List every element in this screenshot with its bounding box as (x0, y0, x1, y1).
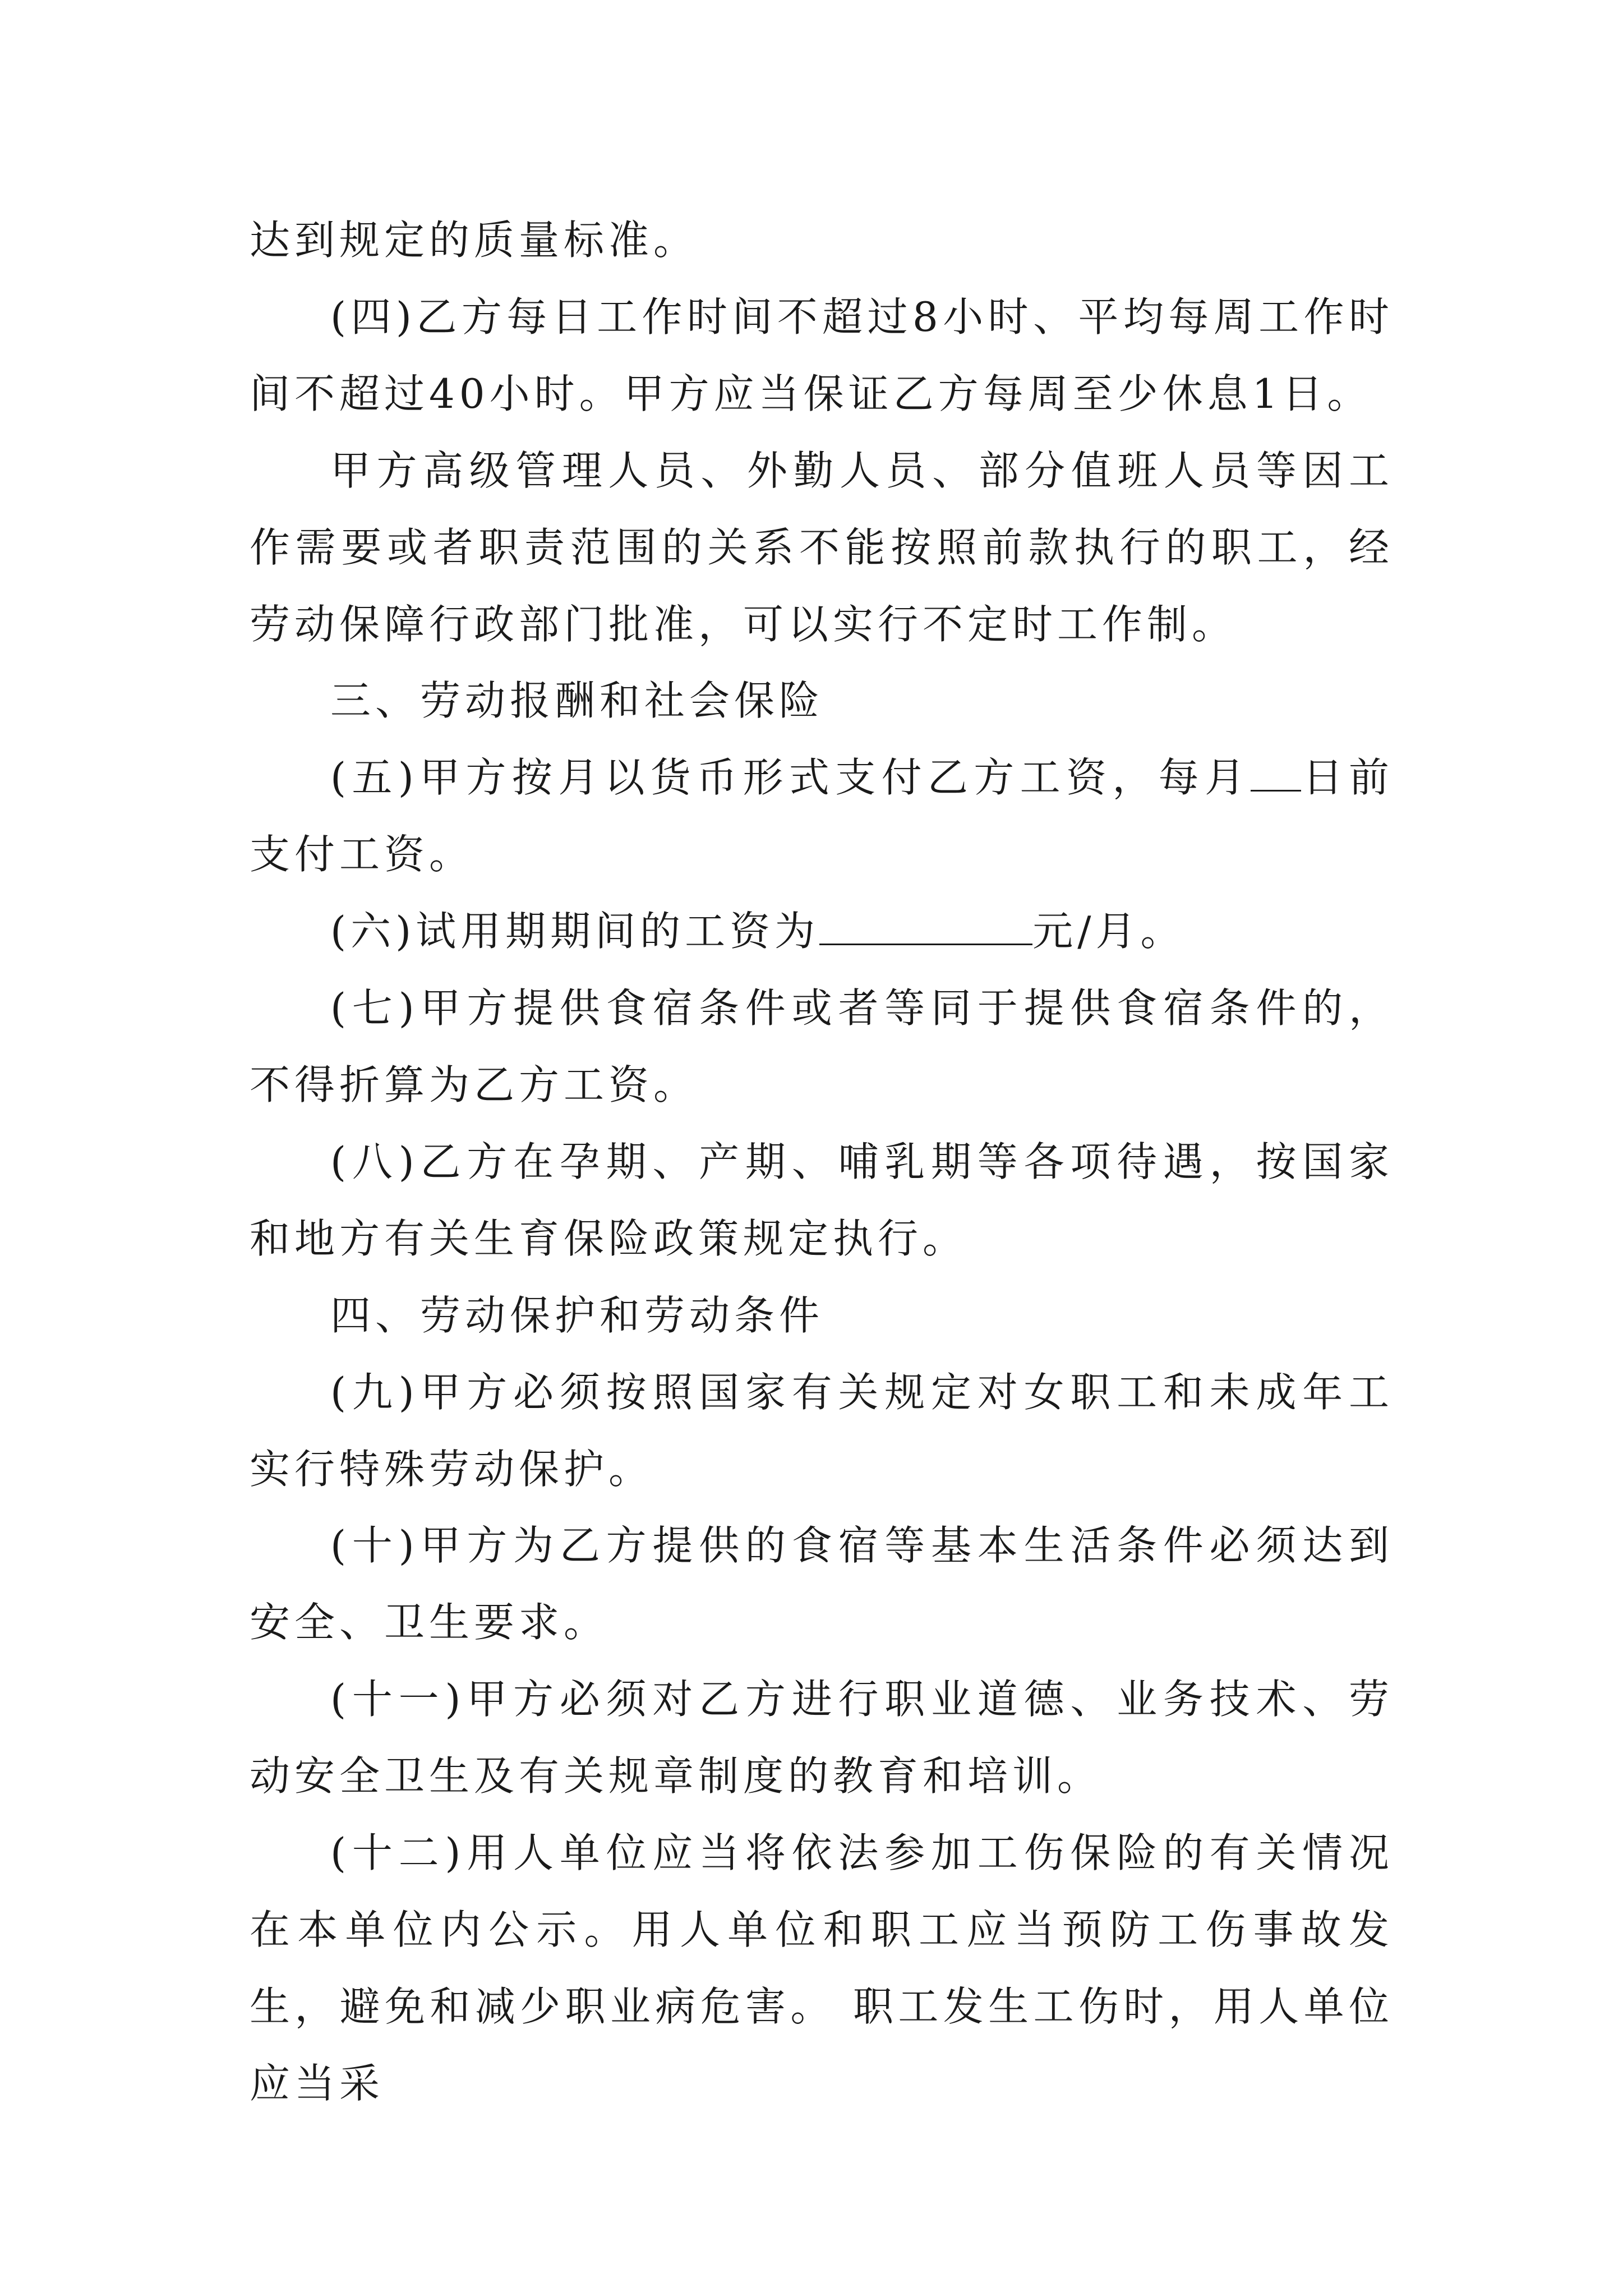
paragraph-wage-payment (250, 739, 1394, 893)
paragraph-text: 甲方高级管理人员、外勤人员、部分值班人员等因工作需要或者职责范围的关系不能按照前款执行的职工，经劳动保障行政部门批准，可以实行不定时工作制。 (250, 447, 1394, 648)
paragraph-flexible-hours (250, 432, 1394, 663)
section-heading-text: 三、劳动报酬和社会保险 (330, 677, 824, 725)
paragraph-text: (九)甲方必须按照国家有关规定对女职工和未成年工实行特殊劳动保护。 (250, 1368, 1394, 1493)
document-body (250, 202, 1394, 2122)
paragraph-training (250, 1661, 1394, 1815)
paragraph-text: (十一)甲方必须对乙方进行职业道德、业务技术、劳动安全卫生及有关规章制度的教育和培训。 (250, 1676, 1394, 1800)
paragraph-text: (四)乙方每日工作时间不超过8小时、平均每周工作时间不超过40小时。甲方应当保证乙方每周至少休息1日。 (250, 293, 1394, 417)
paragraph-text: 达到规定的质量标准。 (250, 217, 699, 264)
paragraph-maternity (250, 1124, 1394, 1277)
section-heading-text: 四、劳动保护和劳动条件 (330, 1291, 824, 1339)
paragraph-text-after: 元/月。 (1032, 908, 1186, 955)
paragraph-special-protection (250, 1354, 1394, 1508)
paragraph-text: (十)甲方为乙方提供的食宿等基本生活条件必须达到安全、卫生要求。 (250, 1522, 1394, 1646)
paragraph-text: (八)乙方在孕期、产期、哺乳期等各项待遇，按国家和地方有关生育保险政策规定执行。 (250, 1138, 1394, 1262)
section-heading-protection (250, 1277, 1394, 1354)
paragraph-injury-insurance (250, 1815, 1394, 2122)
paragraph-text: (七)甲方提供食宿条件或者等同于提供食宿条件的，不得折算为乙方工资。 (250, 984, 1394, 1108)
paragraph-text-before: (六)试用期期间的工资为 (330, 908, 820, 955)
paragraph-probation-wage (250, 893, 1394, 970)
paragraph-text-before: (五)甲方按月以货币形式支付乙方工资，每月 (330, 754, 1251, 802)
paragraph-text-after: 日前支付工资。 (250, 754, 1394, 878)
paragraph-living-conditions (250, 1507, 1394, 1661)
section-heading-remuneration (250, 662, 1394, 739)
paragraph-quality-standard (250, 202, 1394, 279)
paragraph-working-hours (250, 279, 1394, 432)
blank-field-probation-wage[interactable] (819, 907, 1032, 945)
blank-field-pay-day[interactable] (1251, 754, 1301, 792)
paragraph-text: (十二)用人单位应当将依法参加工伤保险的有关情况在本单位内公示。用人单位和职工应当预防工伤事故发生，避免和减少职业病危害。 职工发生工伤时，用人单位应当采 (250, 1829, 1394, 2107)
paragraph-room-board (250, 970, 1394, 1124)
